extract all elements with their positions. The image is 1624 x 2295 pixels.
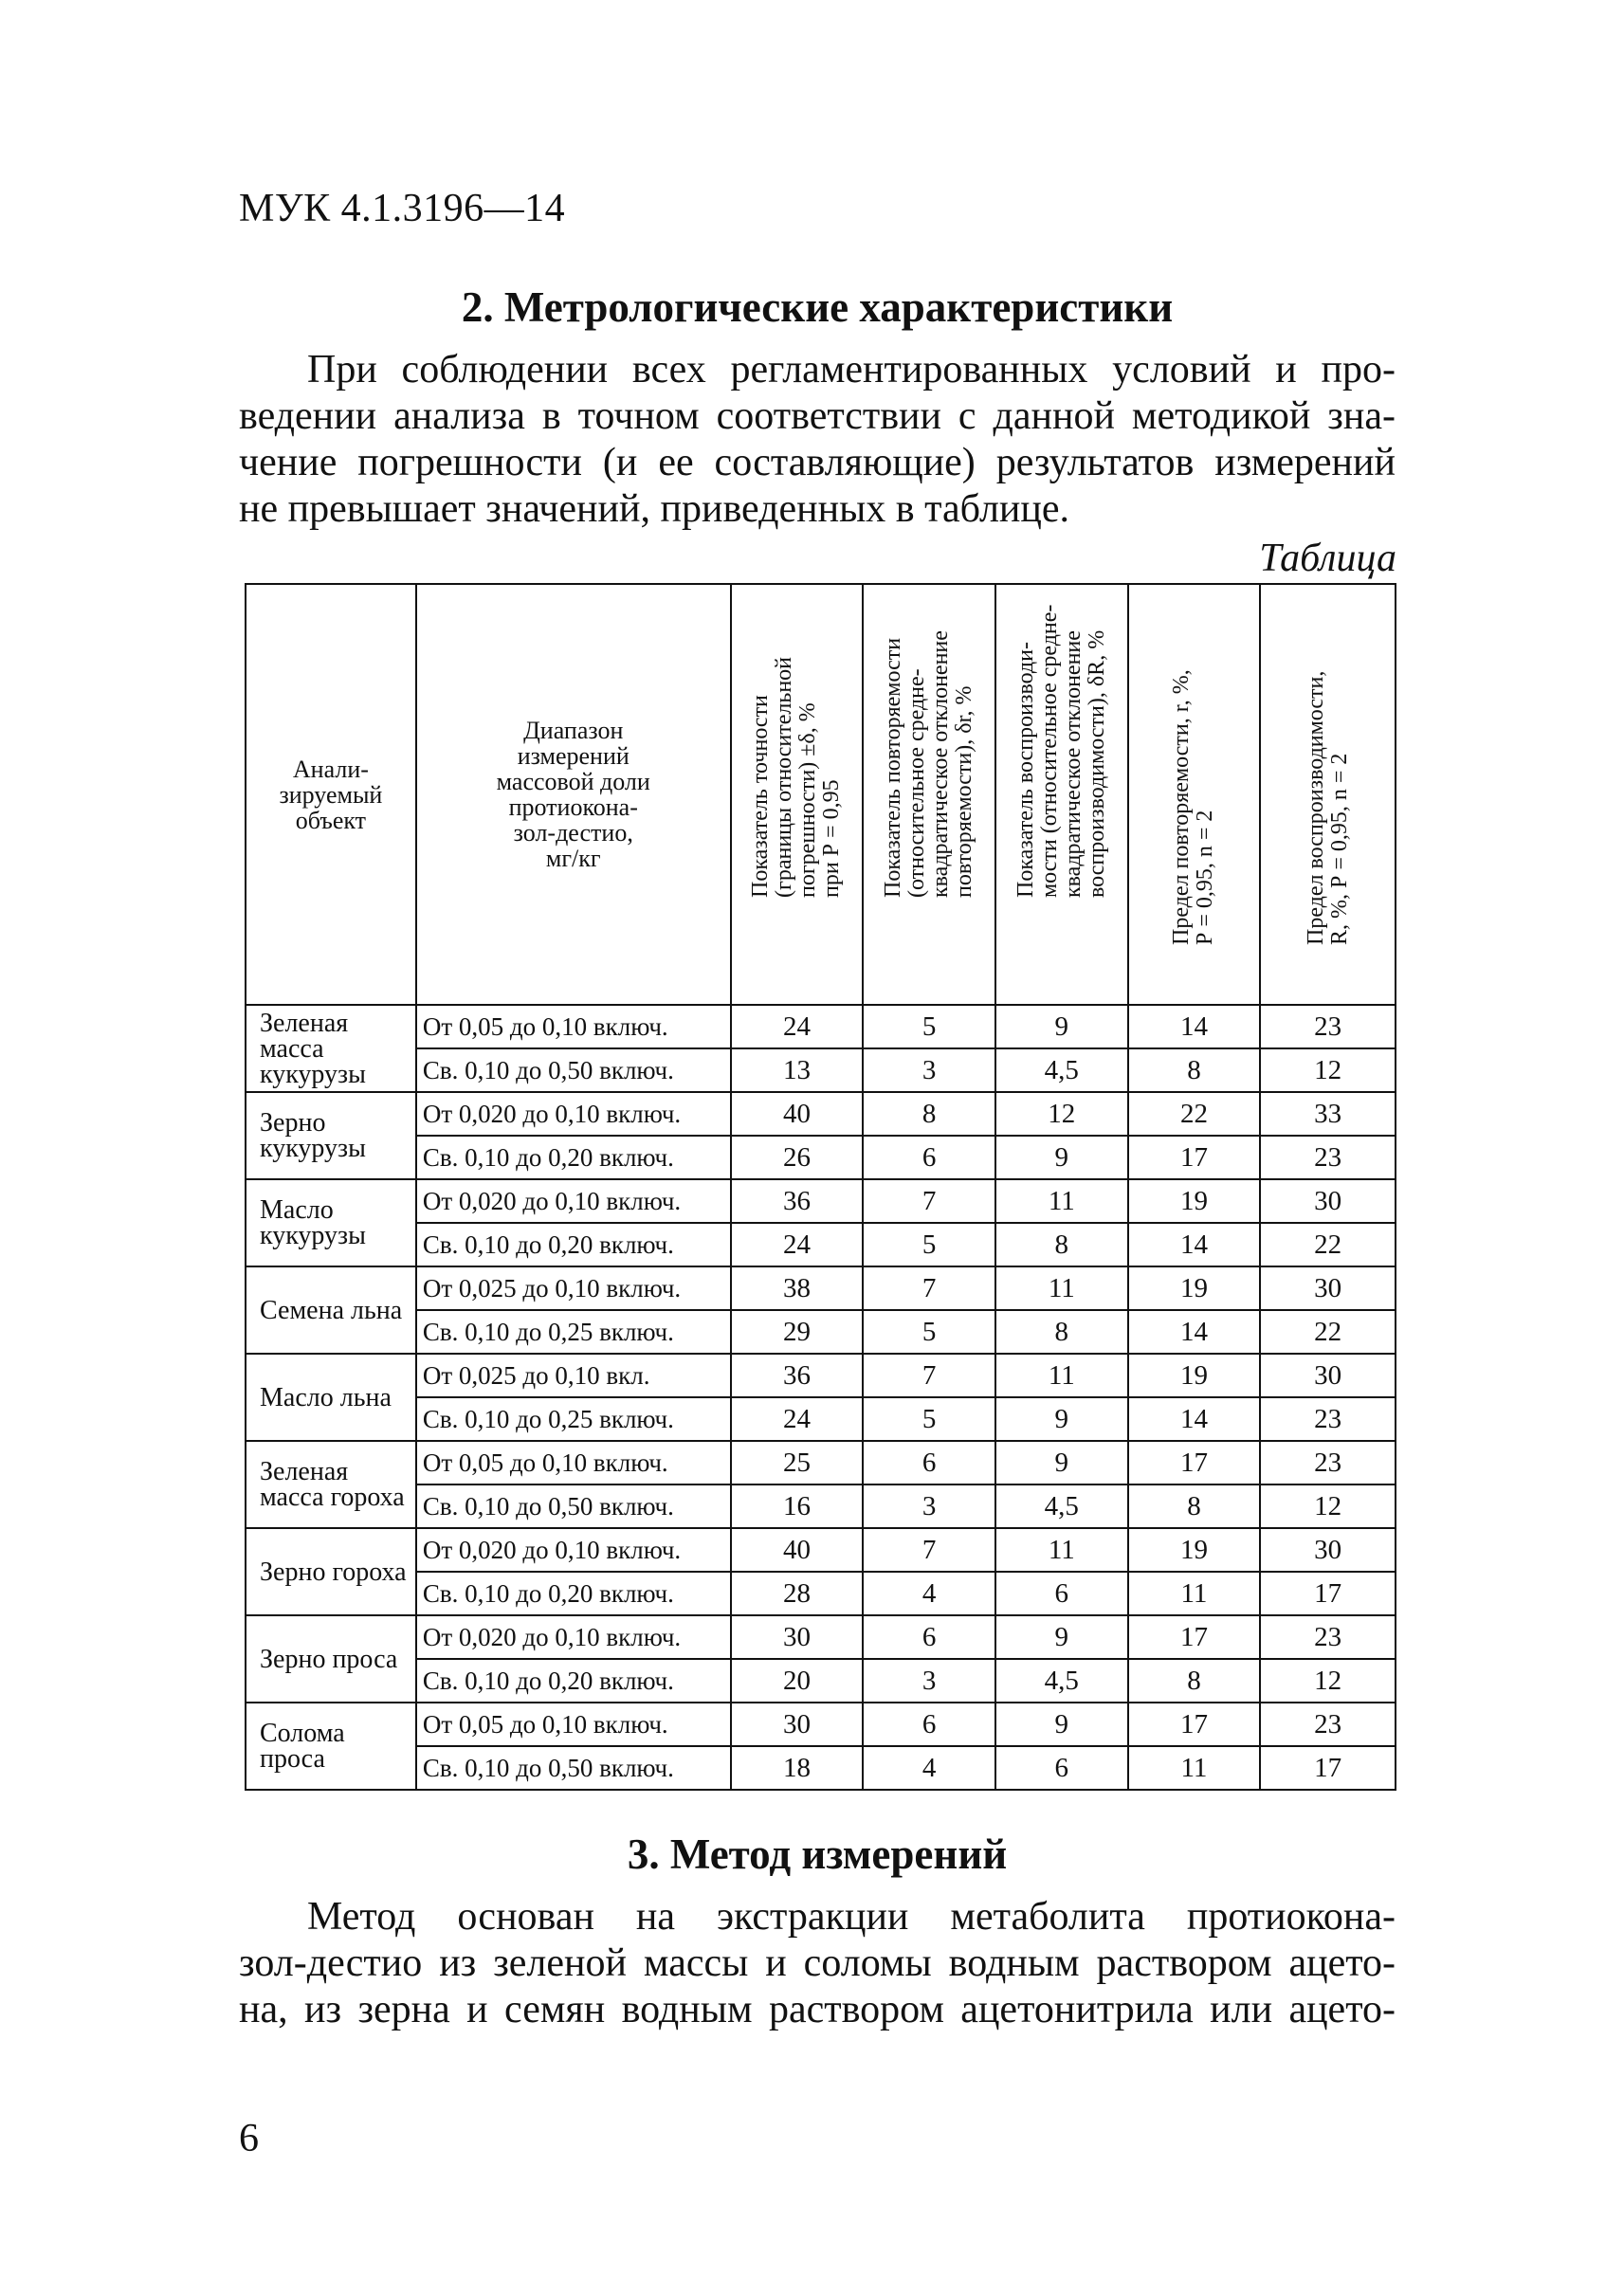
table-row [246, 1092, 1396, 1136]
table-body [246, 1005, 1396, 1790]
cell-value: 8 [863, 1092, 995, 1136]
header-reproducibility: Показатель воспроизводи- мости (относительное средне- квадратическое отклонение воспроизводимости), δR, % [995, 584, 1128, 1005]
cell-value: 28 [731, 1572, 864, 1615]
table-row [246, 1266, 1396, 1310]
paragraph-line: чение погрешности (и ее составляющие) результатов измерений [239, 441, 1396, 484]
cell-value: 30 [1260, 1179, 1396, 1223]
header-reprod-limit: Предел воспроизводимости, R, %, Р = 0,95, n = 2 [1260, 584, 1396, 1005]
cell-value: 23 [1260, 1136, 1396, 1179]
cell-value: 6 [863, 1441, 995, 1484]
cell-value: 4,5 [995, 1484, 1128, 1528]
cell-value: 19 [1128, 1266, 1261, 1310]
paragraph-line: При соблюдении всех регламентированных условий и про- [307, 348, 1396, 392]
cell-range: От 0,025 до 0,10 вкл. [416, 1354, 731, 1397]
cell-value: 17 [1128, 1136, 1261, 1179]
header-range: Диапазон измерений массовой доли протиоконa- зол-дестио, мг/кг [416, 584, 731, 1005]
cell-value: 17 [1260, 1572, 1396, 1615]
cell-range: От 0,05 до 0,10 включ. [416, 1441, 731, 1484]
cell-value: 11 [1128, 1572, 1261, 1615]
cell-value: 17 [1128, 1615, 1261, 1659]
cell-value: 23 [1260, 1615, 1396, 1659]
cell-value: 3 [863, 1659, 995, 1703]
cell-value: 5 [863, 1310, 995, 1354]
cell-value: 9 [995, 1397, 1128, 1441]
cell-value: 12 [1260, 1484, 1396, 1528]
cell-value: 4,5 [995, 1048, 1128, 1092]
cell-object: Зеленая масса гороха [246, 1441, 416, 1528]
cell-value: 12 [1260, 1659, 1396, 1703]
cell-value: 12 [995, 1092, 1128, 1136]
cell-range: Св. 0,10 до 0,20 включ. [416, 1223, 731, 1266]
cell-value: 30 [1260, 1266, 1396, 1310]
paragraph-line: на, из зерна и семян водным раствором ацетонитрила или ацето- [239, 1988, 1396, 2031]
cell-value: 7 [863, 1179, 995, 1223]
document-code: МУК 4.1.3196—14 [239, 187, 566, 230]
cell-value: 4 [863, 1746, 995, 1790]
cell-value: 4,5 [995, 1659, 1128, 1703]
cell-value: 30 [731, 1703, 864, 1746]
cell-range: Св. 0,10 до 0,50 включ. [416, 1746, 731, 1790]
cell-value: 9 [995, 1136, 1128, 1179]
cell-range: От 0,025 до 0,10 включ. [416, 1266, 731, 1310]
cell-value: 14 [1128, 1005, 1261, 1048]
cell-object: Семена льна [246, 1266, 416, 1354]
cell-value: 23 [1260, 1005, 1396, 1048]
cell-value: 6 [863, 1703, 995, 1746]
table-row [246, 1746, 1396, 1790]
cell-value: 9 [995, 1703, 1128, 1746]
cell-value: 19 [1128, 1528, 1261, 1572]
cell-value: 22 [1260, 1310, 1396, 1354]
cell-range: Св. 0,10 до 0,20 включ. [416, 1659, 731, 1703]
cell-value: 14 [1128, 1397, 1261, 1441]
cell-range: Св. 0,10 до 0,25 включ. [416, 1310, 731, 1354]
cell-value: 30 [731, 1615, 864, 1659]
cell-value: 17 [1128, 1703, 1261, 1746]
cell-range: Св. 0,10 до 0,20 включ. [416, 1572, 731, 1615]
cell-value: 5 [863, 1223, 995, 1266]
cell-value: 24 [731, 1397, 864, 1441]
table-row [246, 1354, 1396, 1397]
cell-value: 3 [863, 1484, 995, 1528]
header-repeat-limit: Предел повторяемости, r, %, Р = 0,95, n = 2 [1128, 584, 1261, 1005]
cell-value: 38 [731, 1266, 864, 1310]
cell-range: От 0,020 до 0,10 включ. [416, 1092, 731, 1136]
cell-value: 26 [731, 1136, 864, 1179]
cell-object: Зеленая масса кукурузы [246, 1005, 416, 1092]
cell-object: Зерно гороха [246, 1528, 416, 1615]
cell-value: 20 [731, 1659, 864, 1703]
cell-value: 40 [731, 1528, 864, 1572]
cell-value: 30 [1260, 1354, 1396, 1397]
table-row [246, 1223, 1396, 1266]
table-row [246, 1528, 1396, 1572]
table-row [246, 1659, 1396, 1703]
cell-value: 22 [1260, 1223, 1396, 1266]
cell-value: 17 [1128, 1441, 1261, 1484]
cell-value: 11 [995, 1266, 1128, 1310]
cell-value: 8 [1128, 1048, 1261, 1092]
cell-value: 36 [731, 1179, 864, 1223]
cell-value: 7 [863, 1354, 995, 1397]
paragraph-line: не превышает значений, приведенных в таблице. [239, 487, 1070, 531]
cell-range: Св. 0,10 до 0,50 включ. [416, 1484, 731, 1528]
cell-value: 33 [1260, 1092, 1396, 1136]
cell-value: 11 [995, 1179, 1128, 1223]
table-row [246, 1179, 1396, 1223]
cell-value: 24 [731, 1005, 864, 1048]
cell-value: 23 [1260, 1441, 1396, 1484]
table-row [246, 1572, 1396, 1615]
cell-object: Масло кукурузы [246, 1179, 416, 1266]
table-row [246, 1703, 1396, 1746]
cell-range: От 0,020 до 0,10 включ. [416, 1528, 731, 1572]
cell-value: 4 [863, 1572, 995, 1615]
cell-range: От 0,020 до 0,10 включ. [416, 1615, 731, 1659]
cell-value: 8 [1128, 1484, 1261, 1528]
cell-object: Масло льна [246, 1354, 416, 1441]
cell-value: 8 [995, 1223, 1128, 1266]
header-accuracy: Показатель точности (границы относительной погрешности) ±δ, % при Р = 0,95 [731, 584, 864, 1005]
cell-value: 3 [863, 1048, 995, 1092]
cell-value: 16 [731, 1484, 864, 1528]
cell-value: 36 [731, 1354, 864, 1397]
cell-value: 12 [1260, 1048, 1396, 1092]
table-row [246, 1484, 1396, 1528]
cell-value: 8 [995, 1310, 1128, 1354]
cell-value: 40 [731, 1092, 864, 1136]
section-2-title: 2. Метрологические характеристики [461, 283, 1174, 331]
cell-value: 19 [1128, 1354, 1261, 1397]
table-row [246, 1005, 1396, 1048]
cell-object: Зерно кукурузы [246, 1092, 416, 1179]
cell-value: 14 [1128, 1223, 1261, 1266]
table-row [246, 1397, 1396, 1441]
cell-value: 5 [863, 1397, 995, 1441]
cell-value: 18 [731, 1746, 864, 1790]
cell-value: 8 [1128, 1659, 1261, 1703]
cell-value: 6 [995, 1746, 1128, 1790]
cell-value: 9 [995, 1441, 1128, 1484]
cell-value: 11 [995, 1354, 1128, 1397]
section-3-title: 3. Метод измерений [627, 1831, 1008, 1878]
paragraph-line: зол-дестио из зеленой массы и соломы водным раствором ацето- [239, 1941, 1396, 1985]
cell-value: 23 [1260, 1397, 1396, 1441]
table-row [246, 1310, 1396, 1354]
cell-value: 23 [1260, 1703, 1396, 1746]
table-row [246, 1136, 1396, 1179]
cell-value: 29 [731, 1310, 864, 1354]
cell-range: От 0,05 до 0,10 включ. [416, 1703, 731, 1746]
cell-value: 6 [995, 1572, 1128, 1615]
header-repeatability: Показатель повторяемости (относительное средне- квадратическое отклонение повторяемости), δr, % [863, 584, 995, 1005]
cell-value: 9 [995, 1615, 1128, 1659]
cell-value: 6 [863, 1615, 995, 1659]
cell-value: 11 [1128, 1746, 1261, 1790]
cell-range: Св. 0,10 до 0,20 включ. [416, 1136, 731, 1179]
metrology-table [245, 583, 1396, 1791]
table-caption: Таблица [1259, 537, 1396, 580]
cell-value: 13 [731, 1048, 864, 1092]
table-row [246, 1048, 1396, 1092]
cell-value: 7 [863, 1528, 995, 1572]
cell-value: 7 [863, 1266, 995, 1310]
cell-value: 5 [863, 1005, 995, 1048]
cell-object: Зерно проса [246, 1615, 416, 1703]
cell-range: От 0,020 до 0,10 включ. [416, 1179, 731, 1223]
cell-value: 30 [1260, 1528, 1396, 1572]
cell-value: 25 [731, 1441, 864, 1484]
cell-value: 9 [995, 1005, 1128, 1048]
cell-value: 17 [1260, 1746, 1396, 1790]
paragraph-line: ведении анализа в точном соответствии с данной методикой зна- [239, 394, 1396, 438]
page-number: 6 [239, 2117, 259, 2160]
cell-range: От 0,05 до 0,10 включ. [416, 1005, 731, 1048]
cell-value: 19 [1128, 1179, 1261, 1223]
section-3-paragraph [239, 1894, 1396, 2033]
cell-range: Св. 0,10 до 0,25 включ. [416, 1397, 731, 1441]
table-row [246, 1615, 1396, 1659]
header-object: Анали- зируемый объект [246, 584, 416, 1005]
cell-value: 11 [995, 1528, 1128, 1572]
cell-value: 14 [1128, 1310, 1261, 1354]
section-2-paragraph [239, 347, 1396, 533]
table-row [246, 1441, 1396, 1484]
cell-range: Св. 0,10 до 0,50 включ. [416, 1048, 731, 1092]
table-header-row [246, 584, 1396, 1005]
cell-object: Солома проса [246, 1703, 416, 1790]
paragraph-line: Метод основан на экстракции метаболита протиоконa- [307, 1895, 1396, 1939]
cell-value: 22 [1128, 1092, 1261, 1136]
cell-value: 6 [863, 1136, 995, 1179]
cell-value: 24 [731, 1223, 864, 1266]
